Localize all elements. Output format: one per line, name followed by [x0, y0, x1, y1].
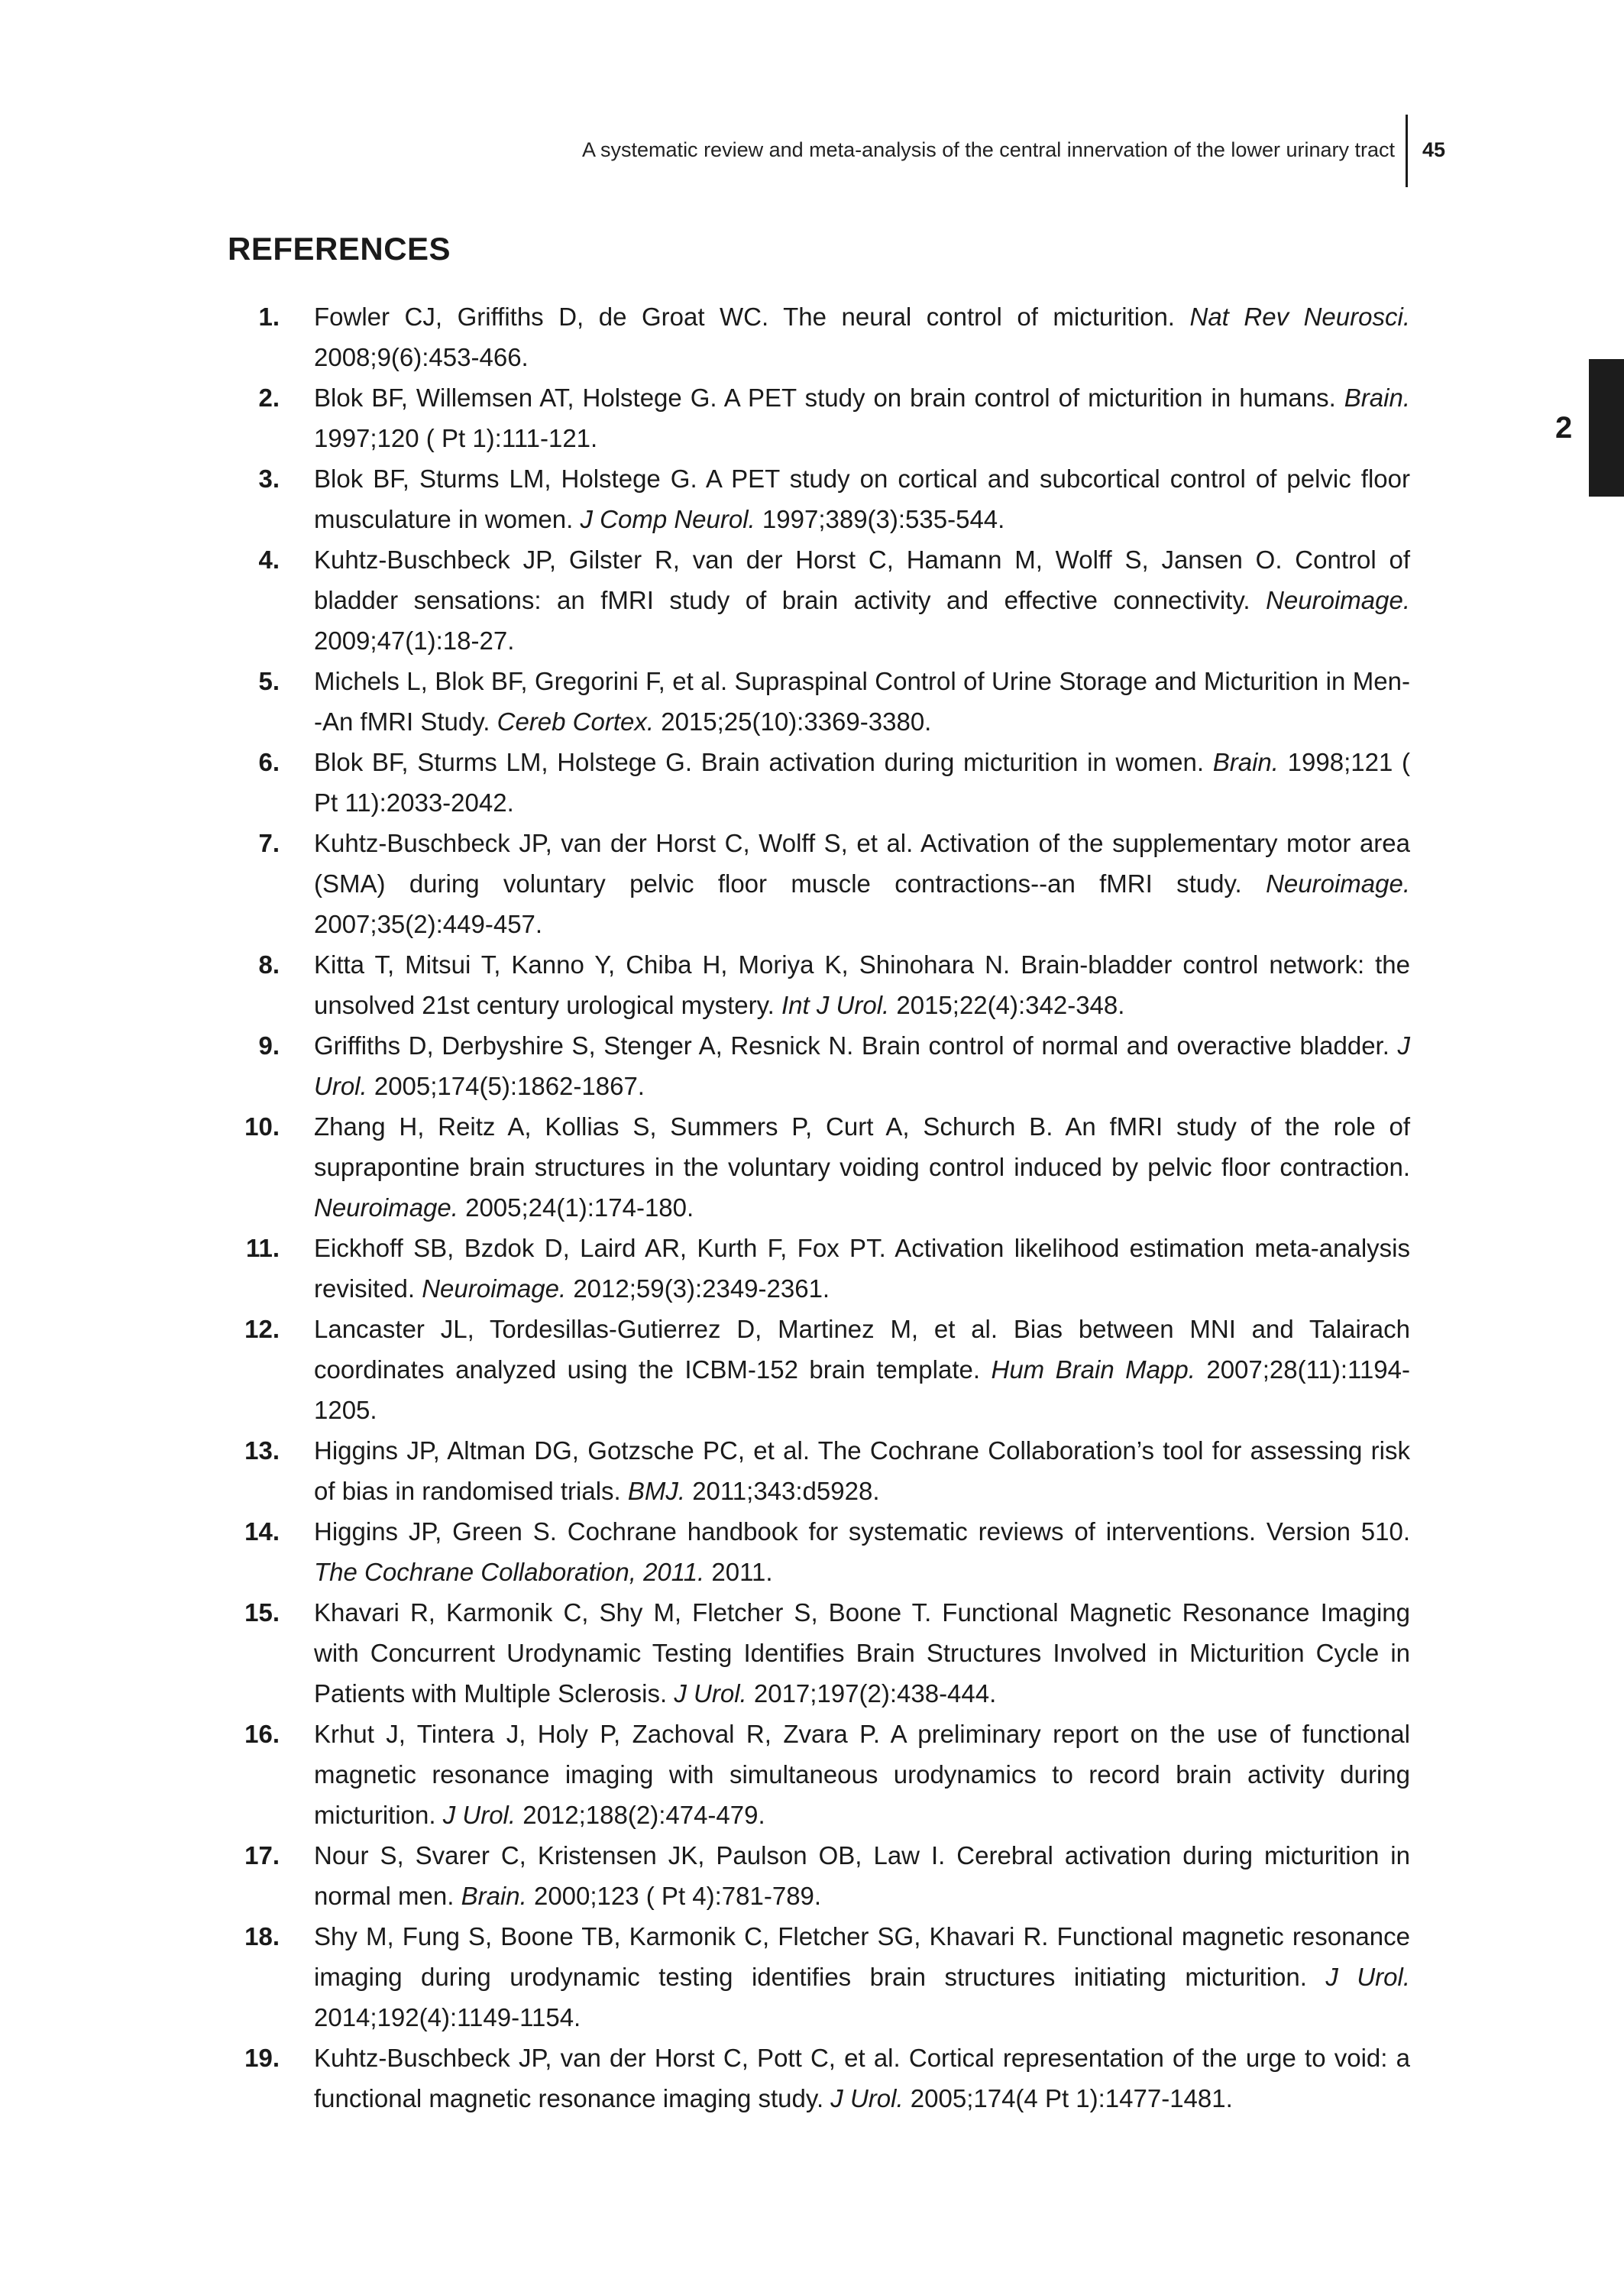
reference-item [228, 1106, 1410, 1228]
reference-details: 2015;22(4):342-348. [889, 991, 1125, 1019]
reference-item [228, 1430, 1410, 1511]
reference-number: 6. [258, 748, 280, 776]
reference-number: 10. [244, 1112, 280, 1141]
reference-details: 2007;28(11):1194-1205. [314, 1355, 1410, 1424]
reference-details: 2005;174(5):1862-1867. [367, 1072, 645, 1100]
reference-item [228, 661, 1410, 742]
reference-number: 2. [258, 384, 280, 412]
reference-details: 2017;197(2):438-444. [746, 1679, 997, 1708]
section-heading: REFERENCES [228, 231, 451, 267]
reference-item [228, 377, 1410, 458]
chapter-tab-marker [1589, 359, 1624, 497]
reference-text: Blok BF, Sturms LM, Holstege G. Brain activation during micturition in women. [314, 748, 1213, 776]
reference-details: 2009;47(1):18-27. [314, 626, 515, 655]
reference-journal: Cereb Cortex. [497, 707, 655, 736]
reference-journal: J Urol. [830, 2084, 904, 2112]
reference-number: 14. [244, 1517, 280, 1546]
reference-item [228, 1916, 1410, 2038]
reference-text: Krhut J, Tintera J, Holy P, Zachoval R, Zvara P. A preliminary report on the use of functional magnetic resonance imaging with simultaneous urodynamics to record brain activity during micturition. [314, 1720, 1410, 1829]
reference-journal: BMJ. [627, 1477, 686, 1505]
reference-number: 13. [244, 1436, 280, 1465]
page-number: 45 [1422, 138, 1446, 161]
reference-journal: Hum Brain Mapp. [991, 1355, 1195, 1384]
reference-journal: J Urol. [314, 1031, 1410, 1100]
reference-item [228, 1511, 1410, 1592]
reference-number: 19. [244, 2044, 280, 2072]
running-title: A systematic review and meta-analysis of the central innervation of the lower urinary tract [582, 138, 1395, 161]
reference-details: 2012;59(3):2349-2361. [566, 1274, 830, 1303]
reference-text: Zhang H, Reitz A, Kollias S, Summers P, Curt A, Schurch B. An fMRI study of the role of suprapontine brain structures in the voluntary voiding control induced by pelvic floor contraction. [314, 1112, 1410, 1181]
reference-list [228, 296, 1410, 2119]
reference-item [228, 1309, 1410, 1430]
reference-journal: Neuroimage. [1266, 869, 1410, 898]
reference-number: 1. [258, 303, 280, 331]
reference-item [228, 296, 1410, 377]
reference-journal: J Comp Neurol. [580, 505, 755, 533]
reference-details: 2000;123 ( Pt 4):781-789. [526, 1882, 822, 1910]
reference-details: 2007;35(2):449-457. [314, 910, 543, 938]
reference-text: Higgins JP, Green S. Cochrane handbook for systematic reviews of interventions. Version 510. [314, 1517, 1410, 1546]
reference-text: Blok BF, Willemsen AT, Holstege G. A PET study on brain control of micturition in humans. [314, 384, 1344, 412]
reference-item [228, 1835, 1410, 1916]
reference-details: 2015;25(10):3369-3380. [654, 707, 932, 736]
reference-item [228, 539, 1410, 661]
reference-item [228, 2038, 1410, 2119]
reference-number: 12. [244, 1315, 280, 1343]
reference-journal: J Urol. [1325, 1963, 1410, 1991]
reference-text: Eickhoff SB, Bzdok D, Laird AR, Kurth F, Fox PT. Activation likelihood estimation meta-analysis revisited. [314, 1234, 1410, 1303]
reference-text: Kuhtz-Buschbeck JP, van der Horst C, Wolff S, et al. Activation of the supplementary motor area (SMA) during voluntary pelvic floor muscle contractions--an fMRI study. [314, 829, 1410, 898]
reference-number: 4. [258, 545, 280, 574]
reference-details: 1997;120 ( Pt 1):111-121. [314, 424, 598, 452]
reference-item [228, 1592, 1410, 1714]
reference-text: Griffiths D, Derbyshire S, Stenger A, Resnick N. Brain control of normal and overactive bladder. [314, 1031, 1398, 1060]
reference-text: Kuhtz-Buschbeck JP, van der Horst C, Pott C, et al. Cortical representation of the urge to void: a functional magnetic resonance imaging study. [314, 2044, 1410, 2112]
reference-journal: Brain. [1212, 748, 1279, 776]
reference-item [228, 944, 1410, 1025]
reference-text: Khavari R, Karmonik C, Shy M, Fletcher S, Boone T. Functional Magnetic Resonance Imaging with Concurrent Urodynamic Testing Identifies Brain Structures Involved in Micturition Cycle in Patients with Multiple Sclerosis. [314, 1598, 1410, 1708]
reference-journal: Brain. [1344, 384, 1410, 412]
reference-number: 11. [245, 1234, 280, 1262]
reference-text: Nour S, Svarer C, Kristensen JK, Paulson OB, Law I. Cerebral activation during micturition in normal men. [314, 1841, 1410, 1910]
reference-details: 2005;174(4 Pt 1):1477-1481. [903, 2084, 1233, 2112]
reference-journal: J Urol. [674, 1679, 747, 1708]
reference-number: 16. [244, 1720, 280, 1748]
reference-number: 17. [244, 1841, 280, 1870]
reference-item [228, 1714, 1410, 1835]
reference-number: 9. [258, 1031, 280, 1060]
reference-number: 7. [258, 829, 280, 857]
reference-details: 2008;9(6):453-466. [314, 343, 529, 371]
reference-item [228, 742, 1410, 823]
reference-text: Shy M, Fung S, Boone TB, Karmonik C, Fletcher SG, Khavari R. Functional magnetic resonance imaging during urodynamic testing identifies brain structures initiating micturition. [314, 1922, 1410, 1991]
reference-text: Kitta T, Mitsui T, Kanno Y, Chiba H, Moriya K, Shinohara N. Brain-bladder control network: the unsolved 21st century urological mystery. [314, 950, 1410, 1019]
reference-text: Lancaster JL, Tordesillas-Gutierrez D, Martinez M, et al. Bias between MNI and Talairach coordinates analyzed using the ICBM-152 brain template. [314, 1315, 1410, 1384]
reference-item [228, 458, 1410, 539]
reference-details: 2014;192(4):1149-1154. [314, 2003, 581, 2031]
reference-item [228, 1025, 1410, 1106]
reference-number: 5. [258, 667, 280, 695]
reference-number: 8. [258, 950, 280, 979]
reference-number: 15. [244, 1598, 280, 1627]
reference-item [228, 823, 1410, 944]
reference-details: 2012;188(2):474-479. [516, 1801, 765, 1829]
header-divider [1406, 115, 1408, 187]
reference-text: Blok BF, Sturms LM, Holstege G. A PET study on cortical and subcortical control of pelvic floor musculature in women. [314, 465, 1410, 533]
reference-journal: Nat Rev Neurosci. [1189, 303, 1410, 331]
reference-text: Higgins JP, Altman DG, Gotzsche PC, et al. The Cochrane Collaboration’s tool for assessing risk of bias in randomised trials. [314, 1436, 1410, 1505]
reference-text: Fowler CJ, Griffiths D, de Groat WC. The neural control of micturition. [314, 303, 1190, 331]
reference-details: 1998;121 ( Pt 11):2033-2042. [314, 748, 1410, 817]
reference-details: 2011. [704, 1558, 773, 1586]
reference-text: Michels L, Blok BF, Gregorini F, et al. Supraspinal Control of Urine Storage and Micturition in Men--An fMRI Study. [314, 667, 1410, 736]
reference-text: Kuhtz-Buschbeck JP, Gilster R, van der Horst C, Hamann M, Wolff S, Jansen O. Control of bladder sensations: an fMRI study of brain activity and effective connectivity. [314, 545, 1410, 614]
reference-details: 2005;24(1):174-180. [458, 1193, 694, 1222]
reference-details: 1997;389(3):535-544. [755, 505, 1005, 533]
reference-item [228, 1228, 1410, 1309]
reference-journal: Neuroimage. [314, 1193, 458, 1222]
reference-number: 3. [258, 465, 280, 493]
reference-journal: The Cochrane Collaboration, 2011. [314, 1558, 705, 1586]
reference-journal: Int J Urol. [781, 991, 890, 1019]
chapter-number: 2 [1555, 411, 1573, 445]
reference-journal: Neuroimage. [422, 1274, 567, 1303]
reference-journal: Neuroimage. [1266, 586, 1410, 614]
reference-journal: Brain. [461, 1882, 527, 1910]
reference-journal: J Urol. [442, 1801, 516, 1829]
reference-number: 18. [244, 1922, 280, 1950]
reference-details: 2011;343:d5928. [685, 1477, 880, 1505]
